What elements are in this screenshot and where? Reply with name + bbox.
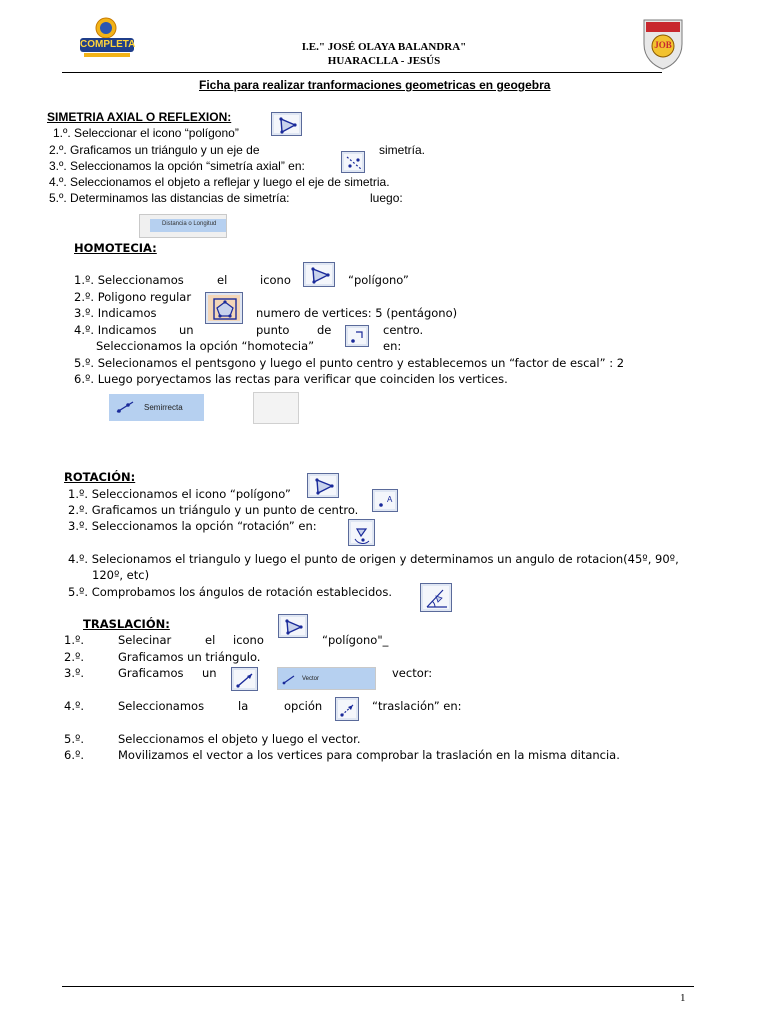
homotecia-step-5: 5.º. Selecionamos el pentsgono y luego el punto centro y establecemos un “factor de escal” : 2 xyxy=(74,356,625,370)
translate-tool-icon xyxy=(335,697,359,721)
angle-tool-icon xyxy=(420,583,452,612)
ray-menu-item xyxy=(109,394,204,421)
polygon-tool-icon xyxy=(271,112,302,136)
section-heading-rotacion: ROTACIÓN: xyxy=(64,470,136,484)
homotecia-step-1b: el xyxy=(217,273,228,287)
traslacion-step-4-c: opción xyxy=(284,699,323,713)
svg-text:A: A xyxy=(387,495,393,504)
homotecia-step-4c: punto xyxy=(256,323,290,337)
traslacion-step-2-a: Graficamos un triángulo. xyxy=(118,650,261,664)
traslacion-step-3-a: Graficamos xyxy=(118,666,184,680)
traslacion-step-4-b: la xyxy=(238,699,249,713)
polygon-tool-icon xyxy=(303,262,335,287)
traslacion-step-3-num: 3.º. xyxy=(64,666,85,680)
header-rule xyxy=(62,72,662,73)
rotacion-step-4b: 120º, etc) xyxy=(92,568,150,582)
traslacion-step-6-a: Movilizamos el vector a los vertices para comprobar la traslación en la misma ditancia. xyxy=(118,748,620,762)
school-place: HUARACLLA - JESÚS xyxy=(327,55,441,67)
rotacion-step-2: 2.º. Graficamos un triángulo y un punto de centro. xyxy=(68,503,359,517)
ray-menu-label: Semirrecta xyxy=(144,403,183,412)
homotecia-step-6: 6.º. Luego poryectamos las rectas para verificar que coinciden los vertices. xyxy=(74,372,508,386)
polygon-tool-icon xyxy=(278,614,308,638)
homotecia-step-3a: 3.º. Indicamos xyxy=(74,306,157,320)
traslacion-step-1-a: Selecinar xyxy=(118,633,172,647)
traslacion-step-3-b: un xyxy=(202,666,217,680)
page-number: 1 xyxy=(680,992,686,1004)
section-heading-homotecia: HOMOTECIA: xyxy=(74,241,157,255)
homotecia-step-1a: 1.º. Seleccionamos xyxy=(74,273,184,287)
simetria-step-4: 4.º. Seleccionamos el objeto a reflejar y luego el eje de simetria. xyxy=(49,175,390,189)
ray-tool-icon xyxy=(113,397,137,417)
homotecia-step-4a: 4.º. Indicamos xyxy=(74,323,157,337)
point-tool-icon xyxy=(372,489,398,512)
homotecia-step-4f: Seleccionamos la opción “homotecia” xyxy=(96,339,315,353)
polygon-tool-icon xyxy=(307,473,339,498)
simetria-step-5-tail: luego: xyxy=(370,191,403,205)
vector-tool-icon xyxy=(231,667,258,691)
right-logo-text: JOB xyxy=(654,40,672,50)
school-logo-left xyxy=(74,16,138,60)
simetria-step-3: 3.º. Seleccionamos la opción “simetría axial” en: xyxy=(49,159,305,173)
distance-menu-item xyxy=(139,214,227,238)
simetria-step-1: 1.º. Seleccionar el icono “polígono” xyxy=(53,126,239,140)
blank-snippet xyxy=(253,392,299,424)
vector-menu-item xyxy=(277,667,376,690)
section-heading-traslacion: TRASLACIÓN: xyxy=(83,617,170,631)
homotecia-step-2: 2.º. Poligono regular xyxy=(74,290,192,304)
traslacion-step-1-d: “polígono"_ xyxy=(322,633,389,647)
point-tool-icon xyxy=(345,325,369,347)
traslacion-step-4-num: 4.º. xyxy=(64,699,85,713)
homotecia-step-4e: centro. xyxy=(383,323,424,337)
simetria-step-2: 2.º. Graficamos un triángulo y un eje de xyxy=(49,143,260,157)
rotacion-step-1: 1.º. Seleccionamos el icono “polígono” xyxy=(68,487,291,501)
traslacion-step-4-a: Seleccionamos xyxy=(118,699,205,713)
school-name: I.E." JOSÉ OLAYA BALANDRA" xyxy=(301,41,467,53)
regular-polygon-tool-icon xyxy=(205,292,243,324)
traslacion-step-1-num: 1.º. xyxy=(64,633,85,647)
rotacion-step-4: 4.º. Selecionamos el triangulo y luego el punto de origen y determinamos un angulo de rotacion(45º, 90º, xyxy=(68,552,679,566)
left-logo-text: COMPLETA xyxy=(80,39,136,50)
distance-menu-label: Distancia o Longitud xyxy=(162,221,217,227)
homotecia-step-4g: en: xyxy=(383,339,402,353)
traslacion-step-2-num: 2.º. xyxy=(64,650,85,664)
homotecia-step-1d: “polígono” xyxy=(348,273,409,287)
traslacion-step-3-c: vector: xyxy=(392,666,433,680)
traslacion-step-6-num: 6.º. xyxy=(64,748,85,762)
rotate-tool-icon xyxy=(348,519,375,546)
homotecia-step-4d: de xyxy=(317,323,332,337)
homotecia-step-1c: icono xyxy=(260,273,291,287)
vector-menu-label: Vector xyxy=(302,676,320,682)
rotacion-step-3: 3.º. Seleccionamos la opción “rotación” en: xyxy=(68,519,317,533)
traslacion-step-5-a: Seleccionamos el objeto y luego el vector. xyxy=(118,732,361,746)
simetria-step-2-tail: simetría. xyxy=(379,143,426,157)
traslacion-step-1-c: icono xyxy=(233,633,264,647)
homotecia-step-4b: un xyxy=(179,323,194,337)
page-title: Ficha para realizar tranformaciones geometricas en geogebra xyxy=(199,78,551,92)
rotacion-step-5: 5.º. Comprobamos los ángulos de rotación establecidos. xyxy=(68,585,392,599)
reflect-line-tool-icon xyxy=(341,151,365,173)
traslacion-step-5-num: 5.º. xyxy=(64,732,85,746)
simetria-step-5: 5.º. Determinamos las distancias de simetría: xyxy=(49,191,290,205)
footer-rule xyxy=(62,986,694,987)
traslacion-step-1-b: el xyxy=(205,633,216,647)
homotecia-step-3b: numero de vertices: 5 (pentágono) xyxy=(256,306,458,320)
traslacion-step-4-d: “traslación” en: xyxy=(372,699,462,713)
section-heading-simetria: SIMETRIA AXIAL O REFLEXION: xyxy=(47,110,232,124)
school-crest-right xyxy=(640,14,686,70)
